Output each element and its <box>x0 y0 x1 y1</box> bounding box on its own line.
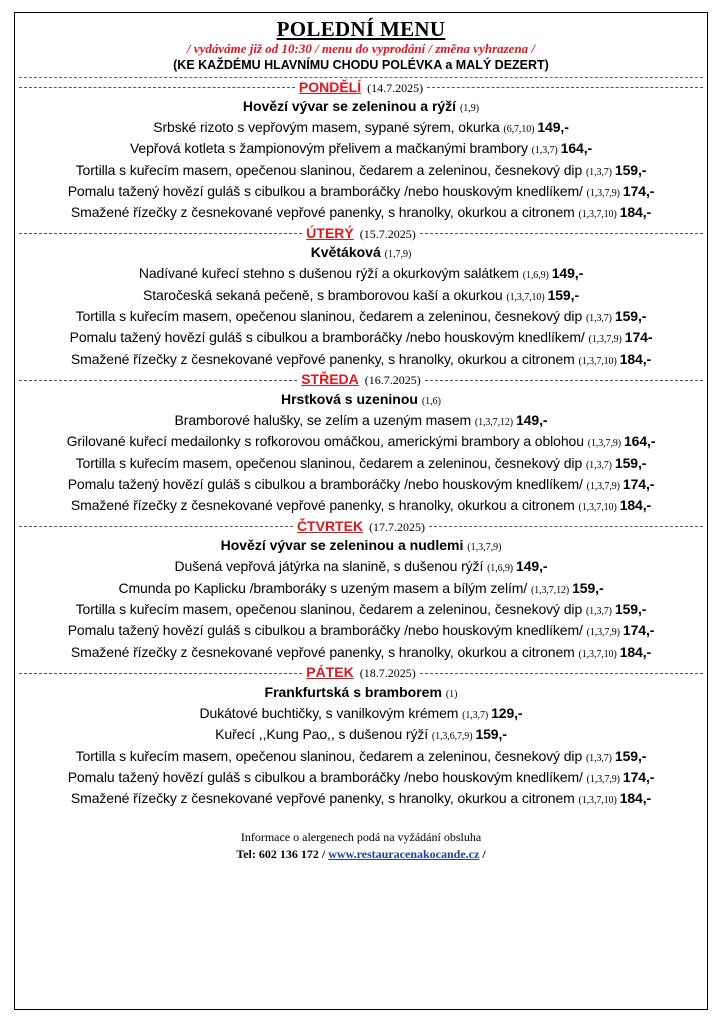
day-label <box>295 79 427 97</box>
dish-price: 174,- <box>622 475 655 492</box>
menu-item <box>15 600 707 621</box>
day-name: PONDĚLÍ <box>298 78 362 95</box>
allergens: (1,3,7,10) <box>506 291 545 303</box>
allergens: (1,3,7,12) <box>474 416 514 428</box>
dish-price: 159,- <box>614 161 647 178</box>
allergens: (1,6,9) <box>522 270 549 282</box>
days-list <box>15 78 707 810</box>
day-header <box>19 371 703 390</box>
dish-name: Smažené řízečky z česnekované vepřové panenky, s hranolky, okurkou a citronem <box>70 204 575 221</box>
dish-name: Smažené řízečky z česnekované vepřové panenky, s hranolky, okurkou a citronem <box>70 497 575 514</box>
dish-name: Pomalu tažený hovězí guláš s cibulkou a bramboráčky /nebo houskovým knedlíkem/ <box>67 182 583 199</box>
dish-price: 159,- <box>614 601 647 618</box>
allergens: (1,3,7,10) <box>578 502 617 514</box>
dish-name: Dušená vepřová játýrka na slanině, s dušenou rýží <box>174 558 484 575</box>
menu-item <box>15 432 707 453</box>
day-section <box>15 664 707 810</box>
day-section <box>15 224 707 370</box>
dish-price: 149,- <box>537 119 569 135</box>
menu-item <box>15 496 707 517</box>
soup-name: Hovězí vývar se zeleninou a nudlemi <box>220 537 464 554</box>
menu-item <box>15 579 707 600</box>
dish-price: 159,- <box>614 454 647 471</box>
dish-name: Smažené řízečky z česnekované vepřové panenky, s hranolky, okurkou a citronem <box>70 350 575 367</box>
allergens: (1,3,7,9) <box>586 773 620 785</box>
menu-item <box>15 725 707 746</box>
dish-name: Srbské rizoto s vepřovým masem, sypané sýrem, okurka <box>153 119 500 135</box>
dish-name: Tortilla s kuřecím masem, opečenou slaninou, čedarem a zeleninou, česnekový dip <box>75 308 583 325</box>
dish-price: 159,- <box>614 308 647 325</box>
soup-of-day <box>15 97 707 118</box>
dish-name: Kuřecí ,,Kung Pao,, s dušenou rýží <box>215 726 429 743</box>
allergens: (1,6,9) <box>487 563 514 575</box>
day-section <box>15 517 707 663</box>
menu-item <box>15 704 707 725</box>
day-section <box>15 78 707 224</box>
day-name: PÁTEK <box>306 664 354 681</box>
day-name: STŘEDA <box>301 371 359 388</box>
menu-item <box>15 454 707 475</box>
allergens: (1,3,7,10) <box>578 355 617 367</box>
allergens: (1,3,7) <box>585 606 612 618</box>
dashed-line <box>19 673 302 674</box>
dashed-line <box>19 380 297 381</box>
dish-name: Pomalu tažený hovězí guláš s cibulkou a bramboráčky /nebo houskovým knedlíkem/ <box>67 475 583 492</box>
website-suffix: / <box>479 847 486 862</box>
page-title: POLEDNÍ MENU <box>276 17 446 41</box>
allergens: (1,7,9) <box>384 249 412 261</box>
allergens: (1,3,7,10) <box>578 209 617 221</box>
dish-name: Pomalu tažený hovězí guláš s cibulkou a bramboráčky /nebo houskovým knedlíkem/ <box>67 622 583 639</box>
allergens: (1,3,7,10) <box>578 648 617 660</box>
day-header <box>19 664 703 683</box>
menu-item <box>15 264 707 285</box>
allergens: (1,3,7,9) <box>588 334 622 346</box>
allergens: (1,3,7) <box>585 166 612 178</box>
dish-price: 174,- <box>622 768 655 785</box>
day-header <box>19 224 703 243</box>
dish-price: 159,- <box>475 726 507 743</box>
day-label <box>302 664 419 682</box>
menu-item <box>15 789 707 810</box>
menu-item <box>15 557 707 578</box>
menu-header <box>15 17 707 74</box>
dish-name: Pomalu tažený hovězí guláš s cibulkou a bramboráčky /nebo houskovým knedlíkem/ <box>69 329 585 346</box>
menu-item <box>15 182 707 203</box>
dashed-line <box>420 673 703 674</box>
dish-name: Dukátové buchtičky, s vanilkovým krémem <box>199 704 459 721</box>
dashed-line <box>19 233 302 234</box>
allergens: (1,3,7,9) <box>587 438 621 450</box>
menu-item <box>15 350 707 371</box>
allergens: (1,3,7,9) <box>586 480 620 492</box>
allergens: (6,7,10) <box>503 124 535 135</box>
phone-number: Tel: 602 136 172 / <box>236 847 326 862</box>
allergens: (1) <box>445 688 458 700</box>
day-date: (14.7.2025) <box>367 80 424 95</box>
allergens: (1,3,7,9) <box>586 627 620 639</box>
dish-price: 149,- <box>551 265 584 282</box>
allergens: (1,3,7) <box>585 752 612 764</box>
dish-price: 184,- <box>619 790 652 807</box>
dish-name: Grilované kuřecí medailonky s rofkorovou omáčkou, americkými brambory a oblohou <box>66 433 584 450</box>
dish-name: Smažené řízečky z česnekované vepřové panenky, s hranolky, okurkou a citronem <box>70 643 575 660</box>
soup-of-day <box>15 390 707 411</box>
dish-name: Tortilla s kuřecím masem, opečenou slaninou, čedarem a zeleninou, česnekový dip <box>75 161 583 178</box>
contact-line <box>15 846 707 862</box>
allergens: (1,3,7) <box>585 459 612 471</box>
menu-item <box>15 768 707 789</box>
menu-item <box>15 139 707 160</box>
dish-name: Tortilla s kuřecím masem, opečenou slaninou, čedarem a zeleninou, česnekový dip <box>75 747 583 764</box>
allergens: (1,3,7,9) <box>586 187 620 199</box>
menu-item <box>15 747 707 768</box>
dish-name: Pomalu tažený hovězí guláš s cibulkou a bramboráčky /nebo houskovým knedlíkem/ <box>67 768 583 785</box>
allergens: (1,9) <box>459 103 480 114</box>
dish-price: 159,- <box>614 747 647 764</box>
dish-price: 184,- <box>619 204 652 221</box>
allergens: (1,3,7) <box>585 313 612 325</box>
soup-name: Hrstková s uzeninou <box>281 390 418 407</box>
dish-name: Bramborové halušky, se zelím a uzeným masem <box>174 411 472 428</box>
dashed-line <box>427 87 703 88</box>
dashed-line <box>19 87 295 88</box>
menu-item <box>15 621 707 642</box>
allergens: (1,3,7) <box>531 145 558 157</box>
soup-of-day <box>15 243 707 264</box>
dashed-line <box>425 380 703 381</box>
service-note: / vydáváme již od 10:30 / menu do vyprodání / změna vyhrazena / <box>186 41 536 56</box>
dish-name: Vepřová kotleta s žampionovým přelivem a mačkanými brambory <box>129 140 528 157</box>
day-header <box>19 517 703 536</box>
day-date: (15.7.2025) <box>359 226 416 241</box>
dish-name: Tortilla s kuřecím masem, opečenou slaninou, čedarem a zeleninou, česnekový dip <box>75 454 583 471</box>
dish-price: 149,- <box>516 558 548 575</box>
dish-price: 174,- <box>622 622 655 639</box>
dish-price: 174,- <box>622 182 655 199</box>
dish-price: 164,- <box>560 140 593 157</box>
dish-price: 159,- <box>572 579 604 596</box>
day-date: (17.7.2025) <box>369 519 426 534</box>
dish-price: 184,- <box>619 643 652 660</box>
dish-name: Tortilla s kuřecím masem, opečenou slaninou, čedarem a zeleninou, česnekový dip <box>75 601 583 618</box>
dish-price: 129,- <box>491 704 523 721</box>
allergens: (1,3,7,10) <box>578 795 617 807</box>
dashed-line <box>19 526 293 527</box>
menu-item <box>15 643 707 664</box>
soup-name: Frankfurtská s bramborem <box>264 683 442 700</box>
day-date: (18.7.2025) <box>359 666 416 681</box>
day-label <box>293 518 429 536</box>
allergens: (1,3,7,12) <box>530 584 570 596</box>
dashed-line <box>420 233 703 234</box>
soup-of-day <box>15 683 707 704</box>
menu-item <box>15 411 707 432</box>
allergens: (1,6) <box>421 395 441 407</box>
soup-of-day <box>15 536 707 557</box>
allergen-info: Informace o alergenech podá na vyžádání obsluha <box>240 830 482 845</box>
soup-name: Hovězí vývar se zeleninou a rýží <box>242 98 457 114</box>
allergens: (1,3,7,9) <box>467 542 502 554</box>
day-date: (16.7.2025) <box>364 373 421 388</box>
menu-page <box>14 12 708 1010</box>
day-label <box>297 371 425 389</box>
dish-price: 164,- <box>623 433 656 450</box>
menu-item <box>15 286 707 307</box>
footer <box>15 828 707 862</box>
day-name: ÚTERÝ <box>306 224 354 241</box>
menu-item <box>15 328 707 349</box>
menu-item <box>15 118 707 139</box>
soup-name: Květáková <box>310 244 381 261</box>
dish-price: 184,- <box>619 497 652 514</box>
menu-item <box>15 161 707 182</box>
allergens: (1,3,6,7,9) <box>431 731 473 743</box>
dish-price: 149,- <box>516 411 548 428</box>
menu-item <box>15 475 707 496</box>
dish-price: 184,- <box>619 350 652 367</box>
included-note: (KE KAŽDÉMU HLAVNÍMU CHODU POLÉVKA a MALÝ DEZERT) <box>173 58 549 72</box>
menu-item <box>15 307 707 328</box>
dish-name: Staročeská sekaná pečeně, s bramborovou kaší a okurkou <box>143 286 503 303</box>
day-header <box>19 78 703 97</box>
menu-item <box>15 203 707 224</box>
dashed-line <box>429 526 703 527</box>
dish-name: Smažené řízečky z česnekované vepřové panenky, s hranolky, okurkou a citronem <box>70 790 575 807</box>
dish-price: 174- <box>624 329 653 346</box>
dish-price: 159,- <box>547 286 579 303</box>
day-name: ČTVRTEK <box>296 517 364 534</box>
dish-name: Nadívané kuřecí stehno s dušenou rýží a okurkovým salátkem <box>138 265 519 282</box>
dish-name: Cmunda po Kaplicku /bramboráky s uzeným masem a bílým zelím/ <box>118 579 528 596</box>
day-section <box>15 371 707 517</box>
day-label <box>302 225 419 243</box>
website-link[interactable]: www.restauracenakocande.cz <box>328 847 480 862</box>
allergens: (1,3,7) <box>462 709 489 721</box>
